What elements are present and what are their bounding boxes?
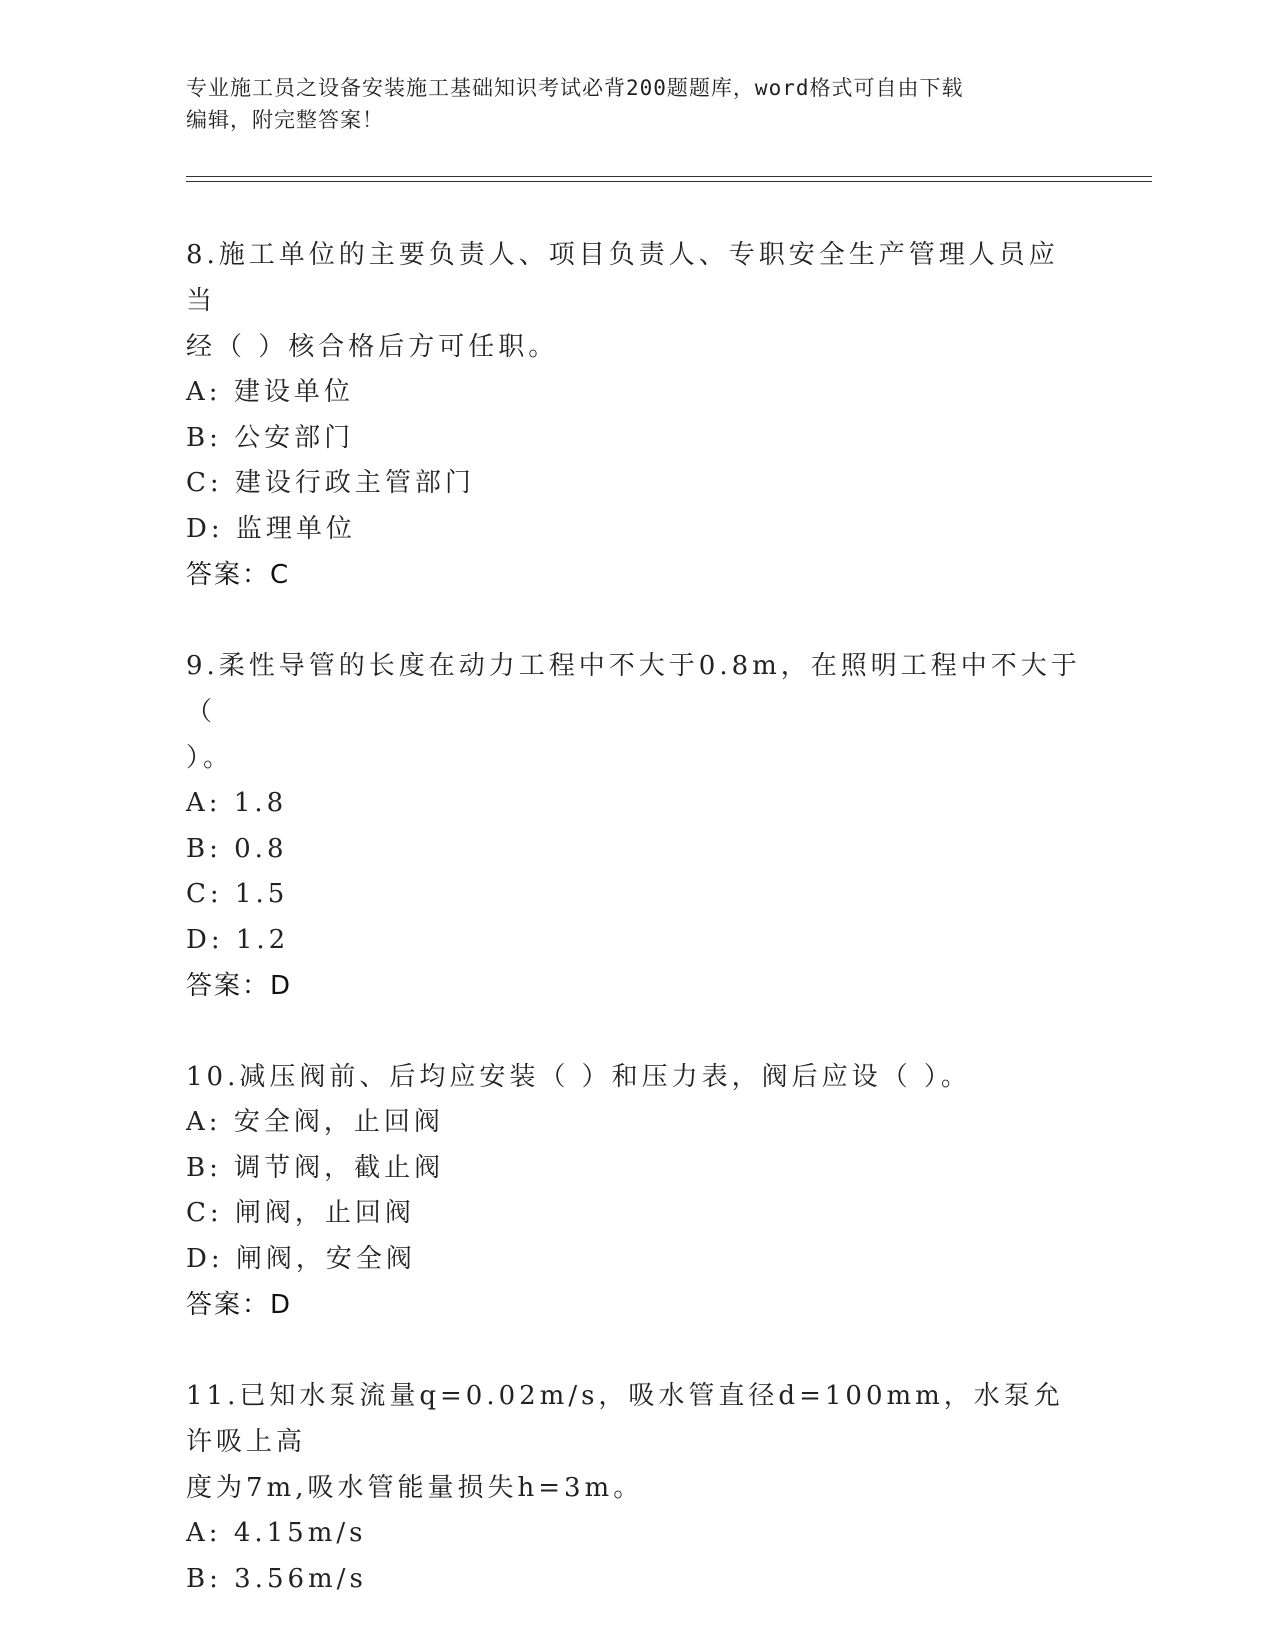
option-a	[186, 370, 1086, 416]
option-label: B:	[186, 1152, 222, 1183]
option-label: B:	[186, 422, 222, 453]
question-list	[186, 232, 1086, 1647]
answer	[186, 552, 1086, 598]
answer-label: 答案：	[186, 560, 271, 590]
option-text: 1.2	[235, 924, 290, 955]
option-text: 0.8	[234, 833, 288, 864]
option-b	[186, 827, 1086, 873]
option-label: A:	[186, 1518, 222, 1548]
header-divider-bottom	[186, 181, 1152, 182]
question-text-line-1: 10.减压阀前、后均应安装（ ）和压力表，阀后应设（ ）。	[186, 1062, 971, 1092]
question-text-line-1: 9.柔性导管的长度在动力工程中不大于0.8m，在照明工程中不大于（	[186, 651, 1081, 727]
option-label: D:	[186, 1243, 224, 1274]
option-b	[186, 1557, 1086, 1603]
option-label: B:	[186, 1563, 222, 1594]
question-11	[186, 1373, 1086, 1602]
option-text: 1.8	[233, 788, 288, 818]
option-label: B:	[186, 833, 222, 864]
option-b	[186, 1146, 1086, 1192]
question-text-line-2: 度为7m,吸水管能量损失h=3m。	[186, 1473, 644, 1503]
answer	[186, 1282, 1086, 1328]
question-text-line-1: 8.施工单位的主要负责人、项目负责人、专职安全生产管理人员应当	[186, 240, 1059, 316]
question-10	[186, 1054, 1086, 1328]
question-text-line-2: 经（ ）核合格后方可任职。	[186, 332, 559, 362]
option-label: C:	[186, 1198, 223, 1228]
option-label: C:	[186, 468, 223, 498]
option-label: A:	[186, 788, 222, 818]
answer	[186, 963, 1086, 1009]
option-c	[186, 1191, 1086, 1237]
option-c	[186, 872, 1086, 918]
option-a	[186, 1100, 1086, 1146]
header-title-line-1: 专业施工员之设备安装施工基础知识考试必背200题题库，word格式可自由下载	[186, 76, 964, 100]
answer-value: D	[270, 971, 292, 1001]
option-d	[186, 918, 1086, 964]
option-label: A:	[186, 377, 222, 407]
option-d	[186, 1237, 1086, 1283]
header-title-line-2: 编辑，附完整答案！	[186, 108, 384, 132]
question-text	[186, 1054, 1086, 1100]
answer-value: C	[270, 560, 290, 590]
option-c	[186, 461, 1086, 507]
option-label: D:	[186, 513, 224, 544]
option-text: 3.56m/s	[234, 1563, 367, 1594]
option-text: 闸阀，安全阀	[235, 1243, 416, 1274]
question-text-line-2: ）。	[186, 743, 234, 773]
option-a	[186, 1511, 1086, 1557]
option-label: C:	[186, 879, 223, 909]
option-text: 公安部门	[234, 422, 355, 453]
option-label: D:	[186, 924, 224, 955]
option-text: 安全阀，止回阀	[233, 1107, 444, 1137]
question-9	[186, 643, 1086, 1009]
option-label: A:	[186, 1107, 222, 1137]
question-text	[186, 1373, 1086, 1511]
option-text: 1.5	[234, 879, 289, 909]
answer-value: D	[270, 1290, 292, 1320]
header-divider-top	[186, 176, 1152, 177]
option-text: 建设单位	[233, 377, 354, 407]
question-text	[186, 232, 1086, 370]
question-8	[186, 232, 1086, 598]
option-text: 闸阀，止回阀	[234, 1198, 415, 1228]
option-text: 监理单位	[235, 513, 356, 544]
question-text-line-1: 11.已知水泵流量q=0.02m/s，吸水管直径d=100mm，水泵允许吸上高	[186, 1381, 1064, 1457]
option-text: 4.15m/s	[233, 1518, 367, 1548]
option-a	[186, 781, 1086, 827]
document-header	[186, 72, 1086, 136]
option-text: 建设行政主管部门	[234, 468, 475, 498]
option-b	[186, 416, 1086, 462]
option-d	[186, 507, 1086, 553]
answer-label: 答案：	[186, 971, 271, 1001]
answer-label: 答案：	[186, 1290, 271, 1320]
question-text	[186, 643, 1086, 781]
option-text: 调节阀，截止阀	[234, 1152, 445, 1183]
